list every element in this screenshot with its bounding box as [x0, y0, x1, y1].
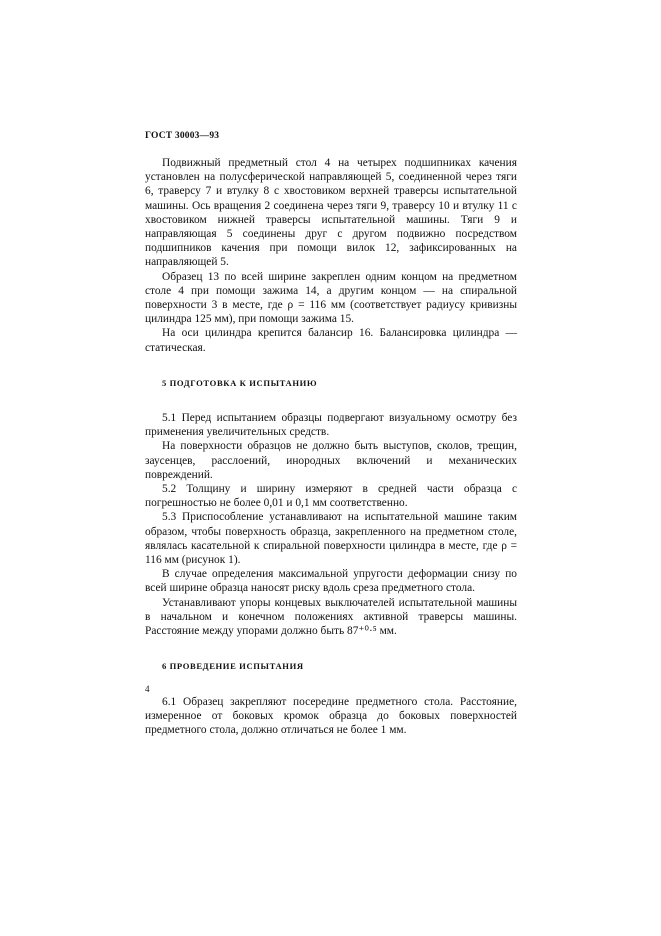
document-header: ГОСТ 30003—93: [145, 131, 220, 141]
section-6-title: 6 ПРОВЕДЕНИЕ ИСПЫТАНИЯ: [162, 661, 304, 672]
document-body: [145, 156, 517, 737]
intro-paragraph-2: Образец 13 по всей ширине закреплен одним концом на предметном столе 4 при помощи зажима 14, а другим концом — на спиральной поверхности 3 в месте, где ρ = 116 мм (соответствует радиусу кривизны цилиндра 125 мм), при помощи зажима 15.: [145, 270, 517, 326]
section-5-title: 5 ПОДГОТОВКА К ИСПЫТАНИЮ: [162, 377, 318, 388]
section-5-paragraph-3: 5.2 Толщину и ширину измеряют в средней части образца с погрешностью не более 0,01 и 0,1 мм соответственно.: [145, 483, 517, 510]
section-5-paragraph-2: На поверхности образцов не должно быть выступов, сколов, трещин, заусенцев, расслоений, инородных включений и механических повреждений.: [145, 440, 517, 481]
section-5-paragraph-5: В случае определения максимальной упругости деформации снизу по всей ширине образца наносят риску вдоль среза предметного стола.: [145, 568, 517, 595]
page-number: 4: [145, 684, 150, 694]
section-5-paragraph-4: 5.3 Приспособление устанавливают на испытательной машине таким образом, чтобы поверхность образца, закрепленного на предметном столе, являлась касательной к спиральной поверхности цилиндра в месте, где ρ = 116 мм (рисунок 1).: [145, 511, 517, 567]
intro-paragraph-3: На оси цилиндра крепится балансир 16. Балансировка цилиндра — статическая.: [145, 327, 517, 354]
section-5-paragraph-6: Устанавливают упоры концевых выключателей испытательной машины в начальном и конечном положениях активной траверсы машины. Расстояние между упорами должно быть 87⁺⁰·⁵ мм.: [145, 596, 517, 638]
intro-paragraph-1: Подвижный предметный стол 4 на четырех подшипниках качения установлен на полусферической направляющей 5, соединенной через тяги 6, траверсу 7 и втулку 8 с хвостовиком верхней траверсы испытательной машины. Ось вращения 2 соединена через тяги 9, траверсу 10 и втулку 11 с хвостовиком нижней траверсы испытательной машины. Тяги 9 и направляющая 5 соединены друг с другом подвижно посредством подшипников качения при помощи вилок 12, зафиксированных на направляющей 5.: [145, 157, 517, 269]
section-5-paragraph-1: 5.1 Перед испытанием образцы подвергают визуальному осмотру без применения увеличительных средств.: [145, 412, 517, 439]
section-6-paragraph-1: 6.1 Образец закрепляют посередине предметного стола. Расстояние, измеренное от боковых кромок образца до боковых поверхностей предметного стола, должно отличаться не более 1 мм.: [145, 695, 517, 736]
